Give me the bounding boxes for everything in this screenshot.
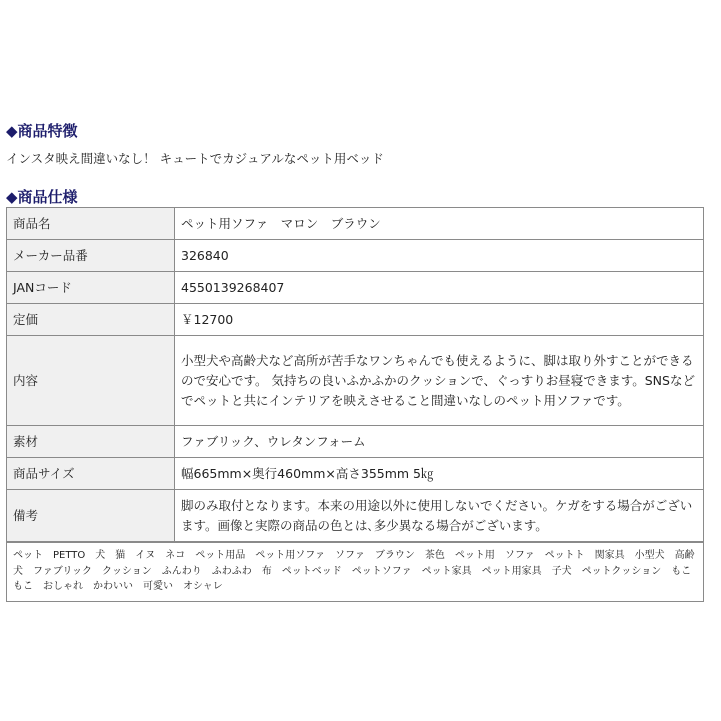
features-heading: ◆商品特徴 <box>6 122 78 140</box>
spec-value: ファブリック、ウレタンフォーム <box>175 426 704 458</box>
spec-label: 素材 <box>7 426 175 458</box>
table-row <box>7 272 704 304</box>
spec-value: 4550139268407 <box>175 272 704 304</box>
table-row <box>7 458 704 490</box>
spec-label: 備考 <box>7 490 175 542</box>
table-row <box>7 336 704 426</box>
spec-label: 商品名 <box>7 208 175 240</box>
features-text: インスタ映え間違いなし！ キュートでカジュアルなペット用ベッド <box>6 151 384 166</box>
spec-label: JANコード <box>7 272 175 304</box>
spec-label: 内容 <box>7 336 175 426</box>
spec-label: 定価 <box>7 304 175 336</box>
spec-label: 商品サイズ <box>7 458 175 490</box>
table-row <box>7 304 704 336</box>
spec-value: 326840 <box>175 240 704 272</box>
table-row <box>7 208 704 240</box>
spec-value: 脚のみ取付となります。本来の用途以外に使用しないでください。ケガをする場合がございます。画像と実際の商品の色とは､多少異なる場合がございます。 <box>175 490 704 542</box>
keyword-tags: ペット PETTO 犬 猫 イヌ ネコ ペット用品 ペット用ソファ ソファ ブラウン 茶色 ペット用 ソファ ペットト 関家具 小型犬 高齢犬 ファブリック クッション ふんわり ふわふわ 布 ペットベッド ペットソファ ペット家具 ペット用家具 子犬 ペットクッション もこもこ おしゃれ かわいい 可愛い オシャレ <box>6 542 704 602</box>
spec-value: ￥12700 <box>175 304 704 336</box>
spec-value: 幅665mm×奥行460mm×高さ355mm 5㎏ <box>175 458 704 490</box>
specs-heading: ◆商品仕様 <box>6 188 78 206</box>
table-row <box>7 426 704 458</box>
spec-label: メーカー品番 <box>7 240 175 272</box>
spec-value: ペット用ソファ マロン ブラウン <box>175 208 704 240</box>
table-row <box>7 490 704 542</box>
spec-value: 小型犬や高齢犬など高所が苦手なワンちゃんでも使えるように、脚は取り外すことができるので安心です。 気持ちの良いふかふかのクッションで、ぐっすりお昼寝できます。SNSなどでペットと共にインテリアを映えさせること間違いなしのペット用ソファです。 <box>175 336 704 426</box>
table-row <box>7 240 704 272</box>
spec-table <box>6 207 704 542</box>
